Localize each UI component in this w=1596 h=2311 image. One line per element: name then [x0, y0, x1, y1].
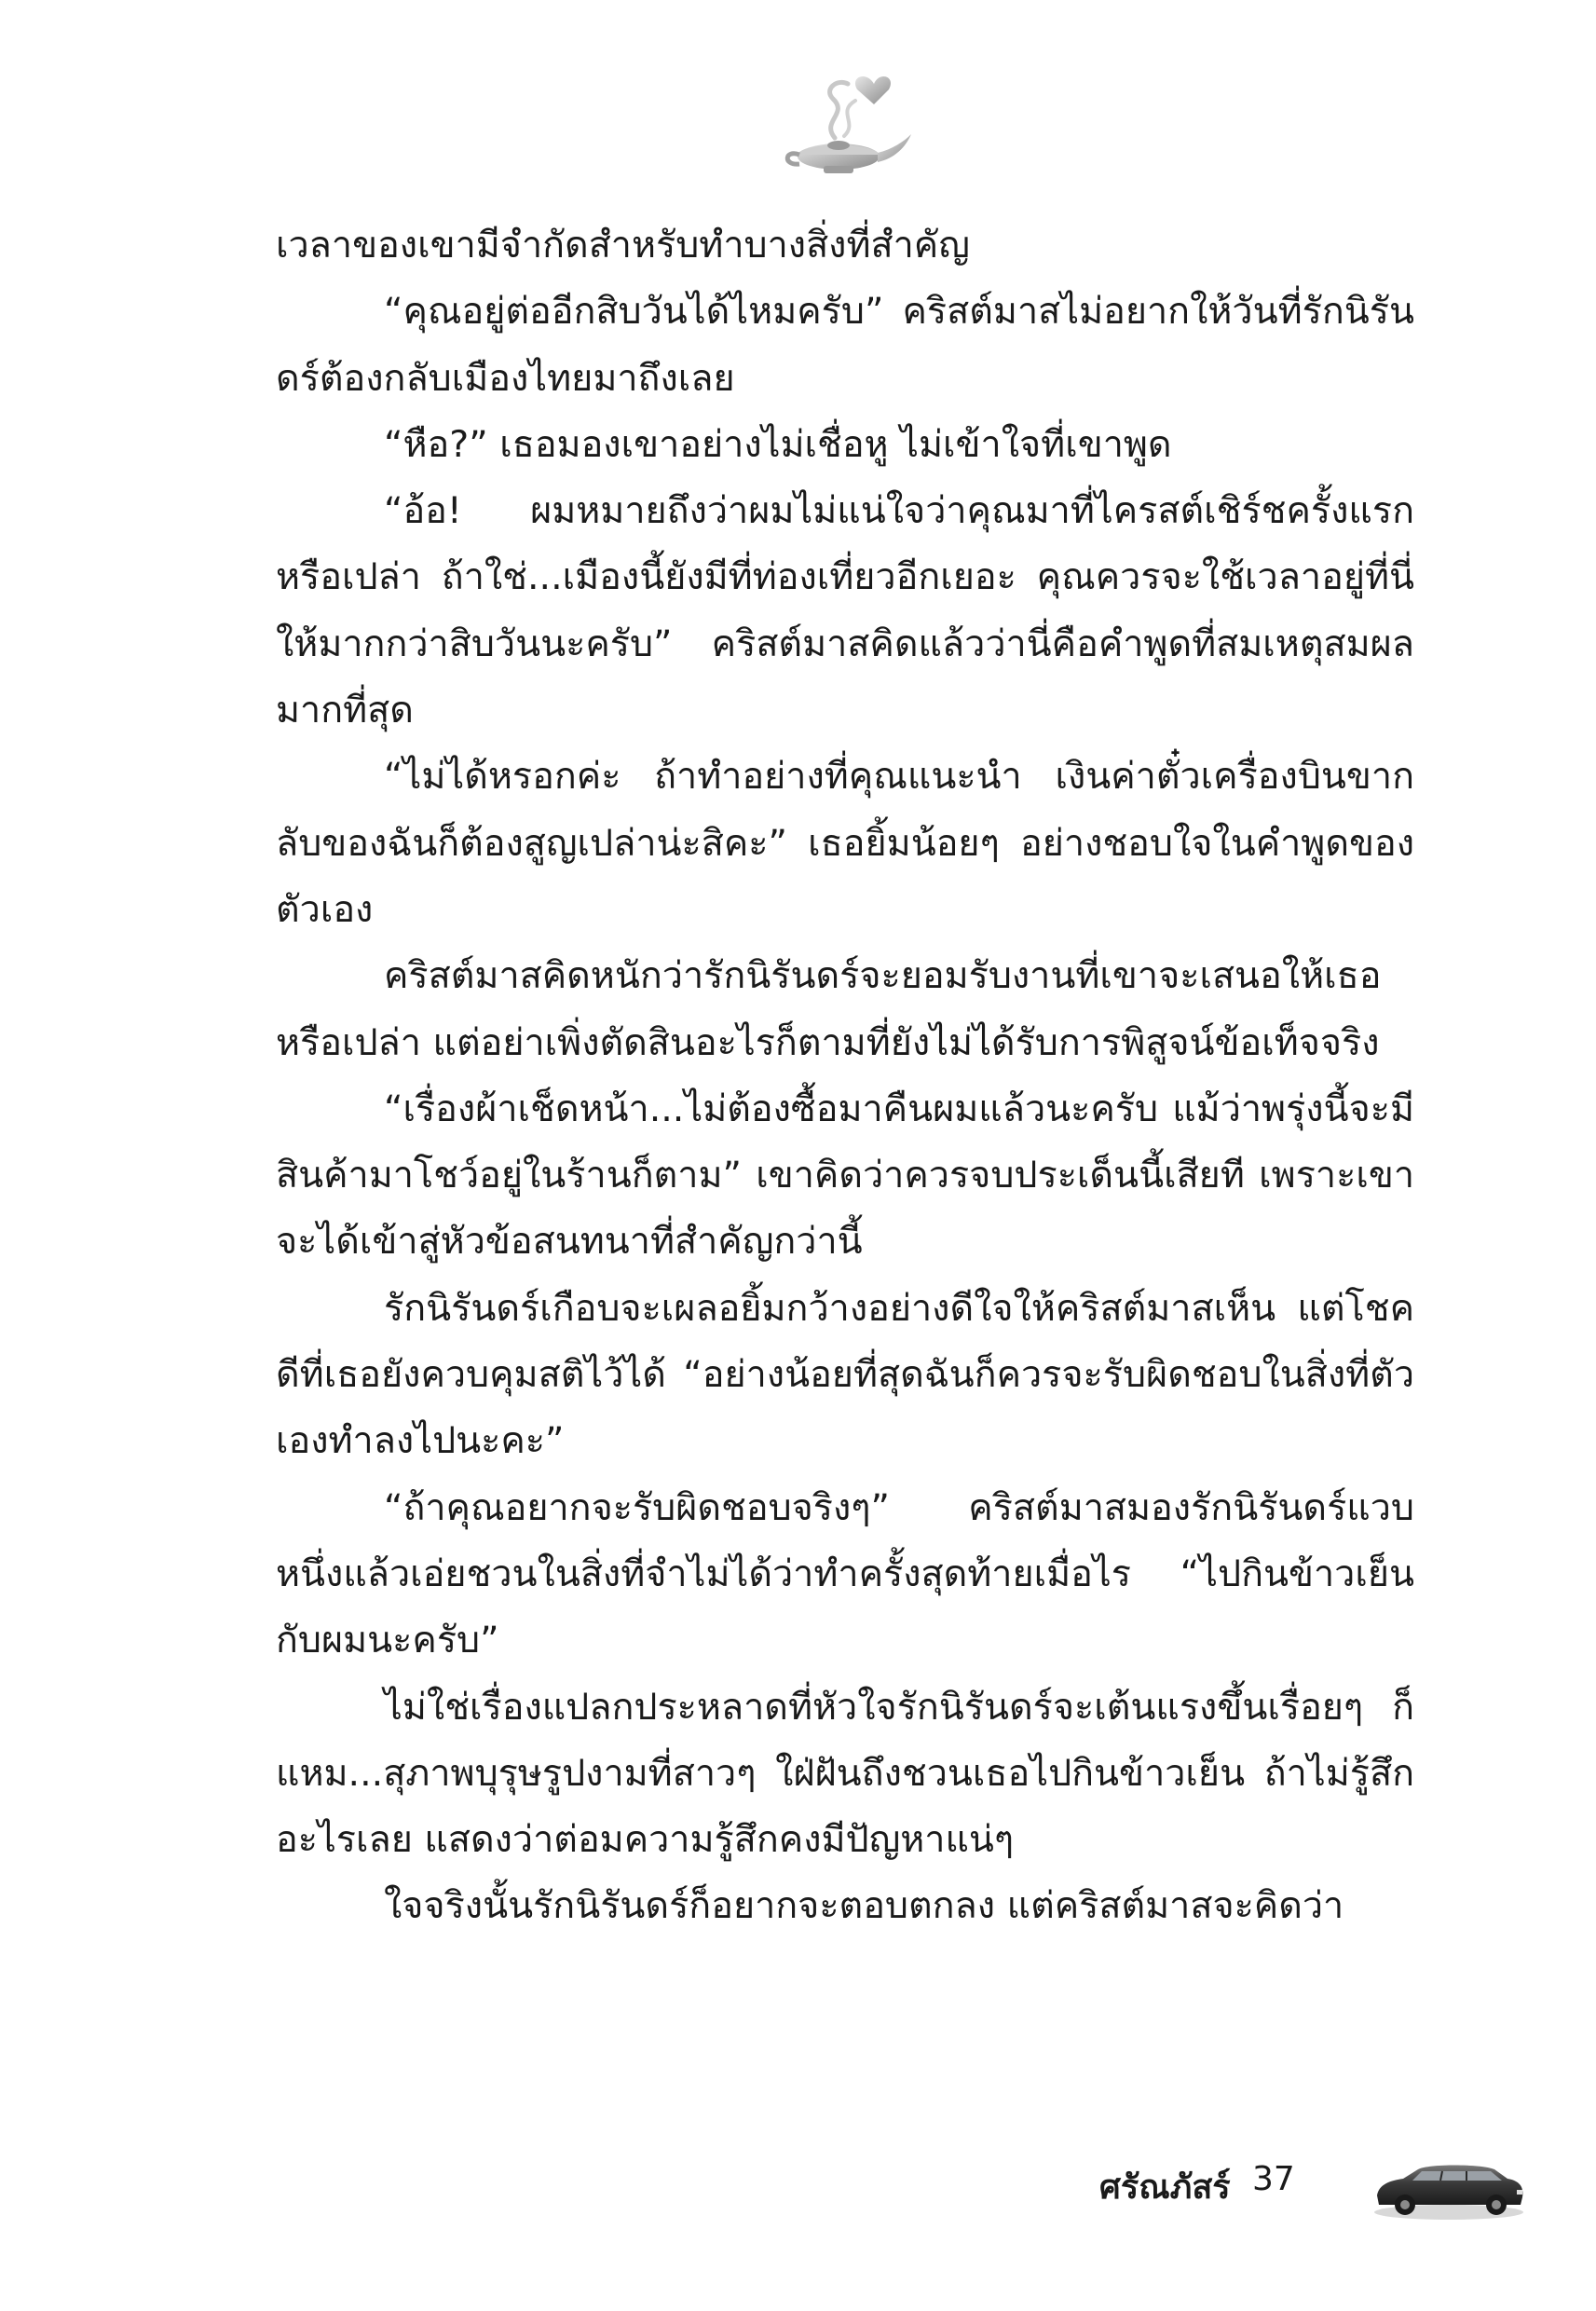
paragraph: เวลาของเขามีจำกัดสำหรับทำบางสิ่งที่สำคัญ — [276, 224, 970, 267]
magic-lamp-heart-icon — [770, 56, 919, 186]
author-name: ศรัณภัสร์ — [1099, 2168, 1231, 2207]
paragraph: คริสต์มาสคิดหนักว่ารักนิรันดร์จะยอมรับงานที่เขาจะเสนอให้เธอหรือเปล่า แต่อย่าเพิ่งตัดสินอะไรก็ตามที่ยังไม่ได้รับการพิสูจน์ข้อเท็จจริง — [276, 954, 1382, 1064]
paragraph: “คุณอยู่ต่ออีกสิบวันได้ไหมครับ” คริสต์มาสไม่อยากให้วันที่รักนิรันดร์ต้องกลับเมืองไทยมาถึงเลย — [276, 290, 1414, 400]
paragraph: รักนิรันดร์เกือบจะเผลอยิ้มกว้างอย่างดีใจให้คริสต์มาสเห็น แต่โชคดีที่เธอยังควบคุมสติไว้ได้ “อย่างน้อยที่สุดฉันก็ควรจะรับผิดชอบในสิ่งที่ตัวเองทำลงไปนะคะ” — [276, 1286, 1414, 1463]
limousine-car-icon — [1370, 2143, 1528, 2227]
body-text — [276, 212, 1414, 1940]
paragraph: “ไม่ได้หรอกค่ะ ถ้าทำอย่างที่คุณแนะนำ เงินค่าตั๋วเครื่องบินขากลับของฉันก็ต้องสูญเปล่าน่ะสิคะ” เธอยิ้มน้อยๆ อย่างชอบใจในคำพูดของตัวเอง — [276, 755, 1414, 931]
paragraph: “อ้อ! ผมหมายถึงว่าผมไม่แน่ใจว่าคุณมาที่ไครสต์เชิร์ชครั้งแรกหรือเปล่า ถ้าใช่...เมืองนี้ยังมีที่ท่องเที่ยวอีกเยอะ คุณควรจะใช้เวลาอยู่ที่นี่ให้มากกว่าสิบวันนะครับ” คริสต์มาสคิดแล้วว่านี่คือคำพูดที่สมเหตุสมผลมากที่สุด — [276, 489, 1414, 732]
page-number: 37 — [1252, 2160, 1295, 2198]
paragraph: ใจจริงนั้นรักนิรันดร์ก็อยากจะตอบตกลง แต่คริสต์มาสจะคิดว่า — [384, 1884, 1344, 1928]
paragraph: “หือ?” เธอมองเขาอย่างไม่เชื่อหู ไม่เข้าใจที่เขาพูด — [384, 422, 1172, 466]
paragraph: ไม่ใช่เรื่องแปลกประหลาดที่หัวใจรักนิรันดร์จะเต้นแรงขึ้นเรื่อยๆ ก็แหม...สุภาพบุรุษรูปงามที่สาวๆ ใฝ่ฝันถึงชวนเธอไปกินข้าวเย็น ถ้าไม่รู้สึกอะไรเลย แสดงว่าต่อมความรู้สึกคงมีปัญหาแน่ๆ — [276, 1685, 1414, 1862]
page-footer — [1099, 2143, 1528, 2236]
paragraph: “เรื่องผ้าเช็ดหน้า...ไม่ต้องซื้อมาคืนผมแล้วนะครับ แม้ว่าพรุ่งนี้จะมีสินค้ามาโชว์อยู่ในร้านก็ตาม” เขาคิดว่าควรจบประเด็นนี้เสียที เพราะเขาจะได้เข้าสู่หัวข้อสนทนาที่สำคัญกว่านี้ — [276, 1087, 1414, 1264]
paragraph: “ถ้าคุณอยากจะรับผิดชอบจริงๆ” คริสต์มาสมองรักนิรันดร์แวบหนึ่งแล้วเอ่ยชวนในสิ่งที่จำไม่ได้ว่าทำครั้งสุดท้ายเมื่อไร “ไปกินข้าวเย็นกับผมนะครับ” — [276, 1485, 1414, 1662]
